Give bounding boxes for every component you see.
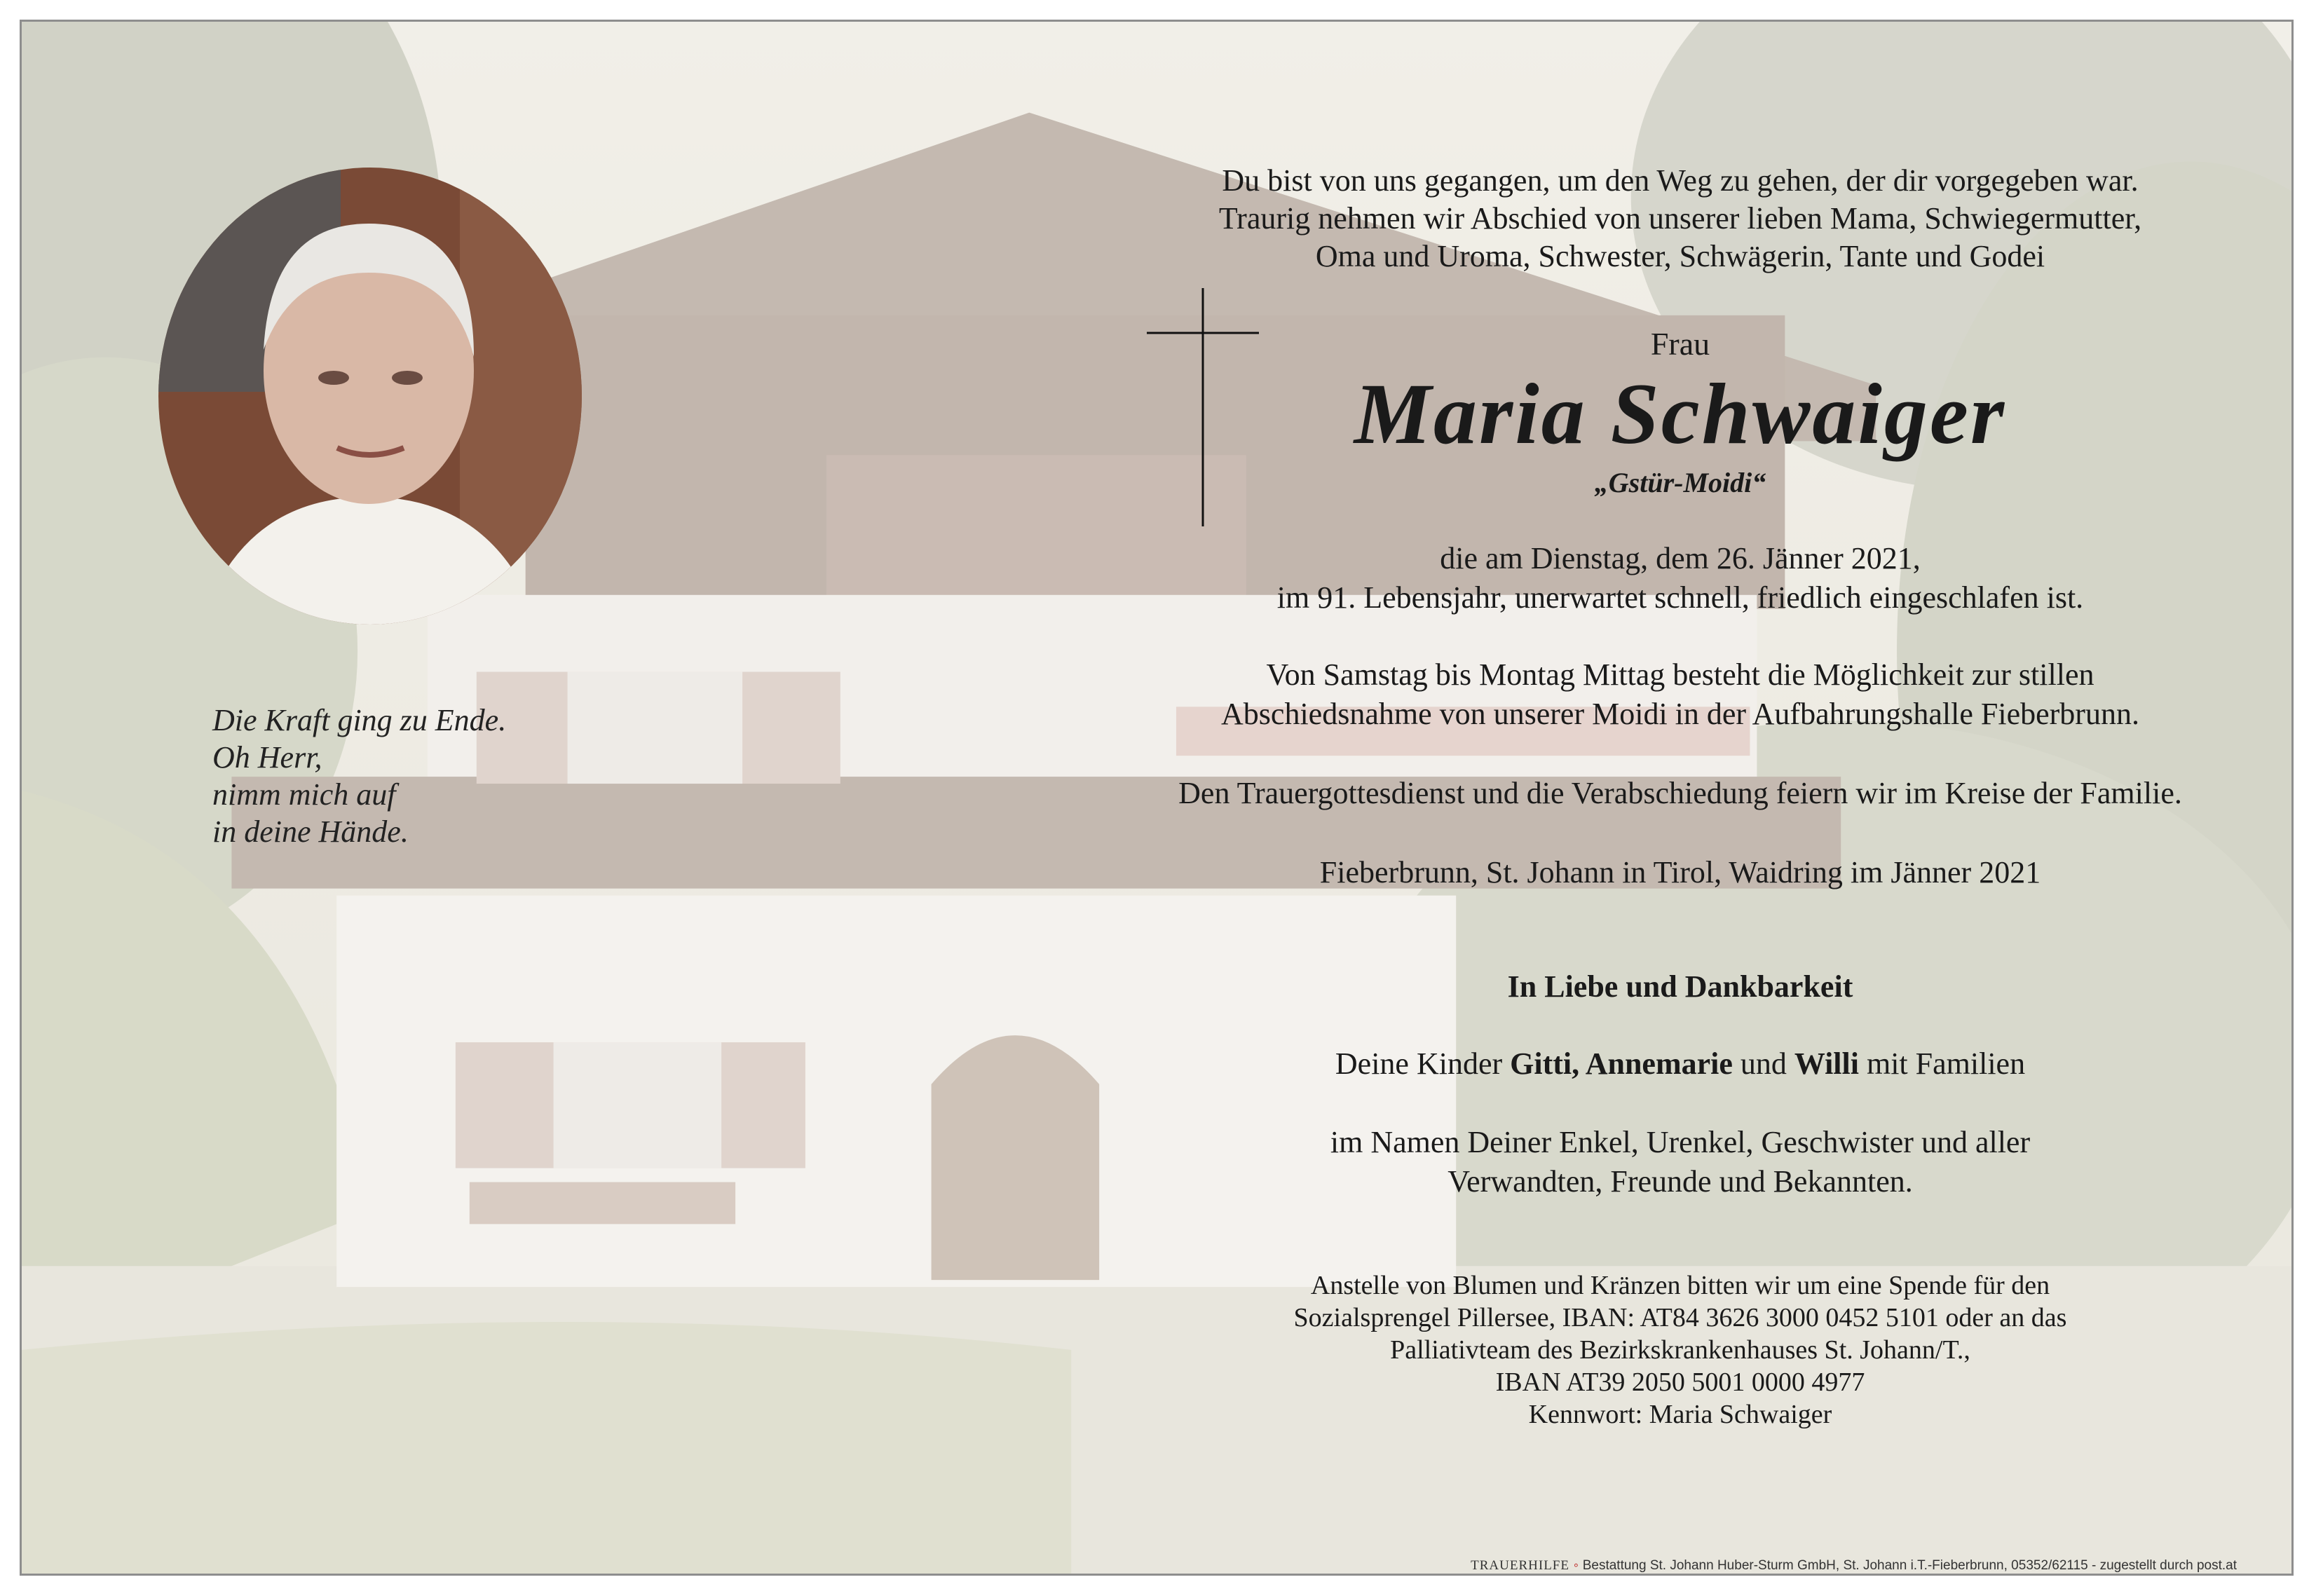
intro-line: Traurig nehmen wir Abschied von unserer lieben Mama, Schwiegermutter, bbox=[1218, 201, 2142, 236]
portrait-photo bbox=[158, 168, 582, 625]
relatives-line-text: im Namen Deiner Enkel, Urenkel, Geschwister und aller bbox=[1330, 1125, 2031, 1159]
footer-text: Bestattung St. Johann Huber-Sturm GmbH, St. Johann i.T.-Fieberbrunn, 05352/62115 - zugestellt durch post.at bbox=[1582, 1558, 2237, 1573]
obituary-card bbox=[20, 20, 2294, 1576]
poem-line: Oh Herr, bbox=[212, 740, 322, 775]
intro-text bbox=[1073, 162, 2287, 275]
death-notice-line: die am Dienstag, dem 26. Jänner 2021, bbox=[1440, 541, 1921, 575]
poem-line: in deine Hände. bbox=[212, 814, 409, 849]
children-line bbox=[1073, 1044, 2287, 1084]
intro-line: Du bist von uns gegangen, um den Weg zu gehen, der dir vorgegeben war. bbox=[1222, 163, 2139, 198]
intro-line: Oma und Uroma, Schwester, Schwägerin, Tante und Godei bbox=[1315, 239, 2045, 273]
donation-notice bbox=[1073, 1269, 2287, 1431]
place-date: Fieberbrunn, St. Johann in Tirol, Waidring im Jänner 2021 bbox=[1319, 855, 2041, 889]
footer-brand: TRAUERHILFE bbox=[1471, 1558, 1569, 1573]
kids-prefix: Deine Kinder bbox=[1335, 1046, 1511, 1081]
death-notice-line: im 91. Lebensjahr, unerwartet schnell, friedlich eingeschlafen ist. bbox=[1276, 580, 2084, 615]
relatives-line-text: Verwandten, Freunde und Bekannten. bbox=[1448, 1164, 1913, 1199]
donation-line: Palliativteam des Bezirkskrankenhauses St. Johann/T., bbox=[1390, 1335, 1970, 1365]
portrait-image bbox=[158, 168, 582, 625]
poem bbox=[212, 702, 633, 850]
death-notice bbox=[1073, 539, 2287, 618]
relatives-line bbox=[1073, 1123, 2287, 1201]
poem-line: Die Kraft ging zu Ende. bbox=[212, 703, 507, 737]
kids-names-1: Gitti, Annemarie bbox=[1510, 1046, 1733, 1081]
poem-line: nimm mich auf bbox=[212, 777, 396, 812]
donation-line: Anstelle von Blumen und Kränzen bitten wir um eine Spende für den bbox=[1310, 1271, 2050, 1300]
mourners-heading: In Liebe und Dankbarkeit bbox=[1507, 969, 1853, 1004]
deceased-name: Maria Schwaiger bbox=[1354, 366, 2007, 462]
donation-line: Sozialsprengel Pillersee, IBAN: AT84 3626 3000 0452 5101 oder an das bbox=[1293, 1303, 2067, 1332]
donation-line: Kennwort: Maria Schwaiger bbox=[1528, 1400, 1832, 1429]
deceased-nickname: „Gstür-Moidi“ bbox=[1594, 467, 1766, 498]
kids-names-2: Willi bbox=[1794, 1046, 1859, 1081]
salutation: Frau bbox=[1650, 326, 1710, 362]
donation-line: IBAN AT39 2050 5001 0000 4977 bbox=[1495, 1367, 1865, 1397]
kids-and: und bbox=[1732, 1046, 1794, 1081]
viewing-line: Abschiedsnahme von unserer Moidi in der Aufbahrungshalle Fieberbrunn. bbox=[1221, 697, 2139, 731]
footer-credit bbox=[1213, 1558, 2237, 1574]
service-notice: Den Trauergottesdienst und die Verabschiedung feiern wir im Kreise der Familie. bbox=[1178, 776, 2182, 810]
viewing-line: Von Samstag bis Montag Mittag besteht die Möglichkeit zur stillen bbox=[1266, 657, 2094, 692]
kids-suffix: mit Familien bbox=[1858, 1046, 2026, 1081]
viewing-notice bbox=[1073, 655, 2287, 734]
footer-separator: ◦ bbox=[1573, 1558, 1579, 1573]
